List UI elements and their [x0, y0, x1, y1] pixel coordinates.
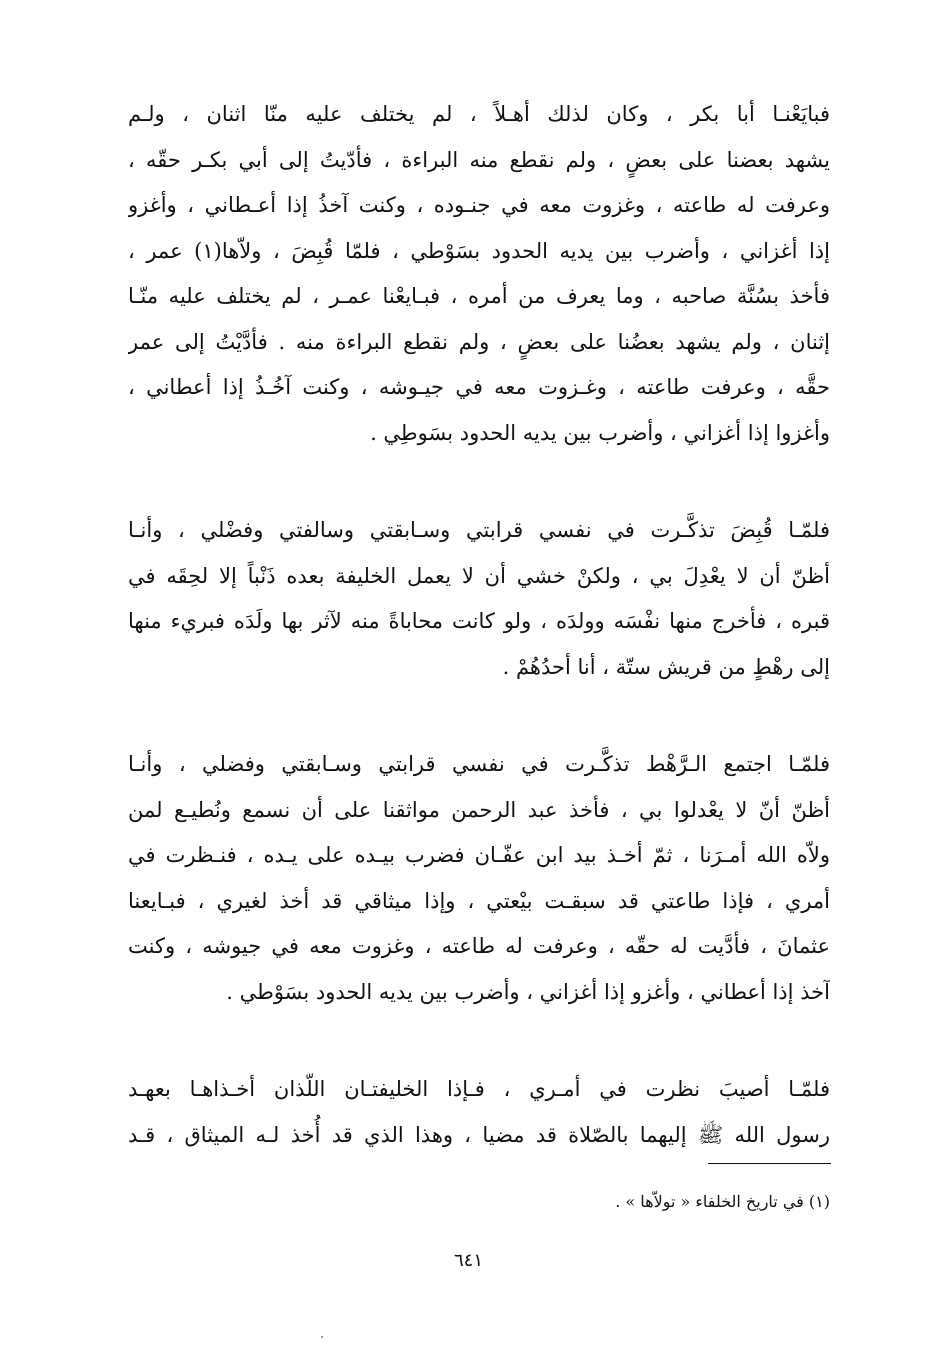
- text-line: إذا أغزاني ، وأضرب بين يديه الحدود بسَوْطي ، فلمّا قُبِضَ ، ولاّها(١) عمر ،: [128, 238, 830, 263]
- footnote-divider: [708, 1163, 831, 1164]
- text-line: رسول الله ﷺ إليهما بالصّلاة قد مضيا ، وهذا الذي قد أُخذ لـه الميثاق ، قـد: [128, 1122, 830, 1147]
- text-line: فلمّـا أصيبَ نظرت في أمـري ، فـإذا الخليفتـان اللّذان أخـذاهـا بعهـد: [128, 1077, 830, 1101]
- text-line: وأغزوا إذا أغزاني ، وأضرب بين يديه الحدود بسَوطِي .: [370, 420, 830, 445]
- footnote: (١) في تاريخ الخلفاء « تولاّها » .: [615, 1192, 830, 1211]
- text-line: وعرفت له طاعته ، وغزوت معه في جنـوده ، وكنت آخذُ إذا أعـطاني ، وأغزو: [128, 193, 830, 217]
- text-line: فلمّـا قُبِضَ تذكَّـرت في نفسي قرابتي وسـابقتي وسالفتي وفضْلي ، وأنـا: [128, 518, 830, 542]
- text-line: إثنان ، ولم يشهد بعضُنا على بعضٍ ، ولم نقطع البراءة منه . فأدَّيْتُ إلى عمر: [128, 329, 830, 354]
- text-line: فلمّـا اجتمع الـرَّهْط تذكَّـرت في نفسي قرابتي وسـابقتي وفضلي ، وأنـا: [128, 752, 830, 776]
- text-line: قبره ، فأخرج منها نفْسَه وولدَه ، ولو كانت محاباةً منه لآثر بها ولَدَه فبريء منها: [128, 609, 830, 633]
- text-line: أمري ، فإذا طاعتي قد سبقـت بيْعتي ، وإذا ميثاقي قد أخذ لغيري ، فبـايعنا: [128, 888, 830, 913]
- text-line: إلى رهْطٍ من قريش ستّة ، أنا أحدُهُمْ .: [502, 654, 830, 679]
- text-line: ولاّه الله أمـرَنا ، ثمّ أخـذ بيد ابن عفّـان فضرب بيـده على يـده ، فنـظرت في: [128, 843, 830, 867]
- paragraph-2: [128, 508, 830, 690]
- text-line: حقَّه ، وعرفت طاعته ، وغـزوت معه في جيـوشه ، وكنت آخُـذُ إذا أعطاني ،: [128, 375, 830, 399]
- text-line: فأخذ بسُنَّة صاحبه ، وما يعرف من أمره ، فبـايعْنا عمـر ، لم يختلف عليه منّـا: [128, 284, 830, 308]
- body-text: [128, 92, 830, 1158]
- paragraph-1: [128, 92, 830, 456]
- scan-speck: [321, 1336, 323, 1338]
- text-line: يشهد بعضنا على بعضٍ ، ولم نقطع منه البراءة ، فأدّيتُ إلى أبي بكـر حقّه ،: [128, 147, 830, 172]
- page-number: ٦٤١: [453, 1250, 483, 1271]
- paragraph-4: [128, 1067, 830, 1158]
- text-line: آخذ إذا أعطاني ، وأغزو إذا أغزاني ، وأضرب بين يديه الحدود بسَوْطي .: [226, 979, 830, 1004]
- text-line: أظنّ أنّ لا يعْدلوا بي ، فأخذ عبد الرحمن مواثقنا على أن نسمع ونُطيـع لمن: [128, 797, 830, 822]
- text-line: فبايَعْنـا أبا بكر ، وكان لذلك أهـلاً ، لم يختلف عليه منّا اثنان ، ولـم: [128, 102, 830, 126]
- text-line: أظنّ أن لا يعْدِلَ بي ، ولكنْ خشي أن لا يعمل الخليفة بعده ذَنْباً إلا لحِقَه في: [128, 563, 830, 588]
- paragraph-3: [128, 742, 830, 1015]
- text-line: عثمانَ ، فأدَّيت له حقّه ، وعرفت له طاعته ، وغزوت معه في جيوشه ، وكنت: [128, 934, 830, 958]
